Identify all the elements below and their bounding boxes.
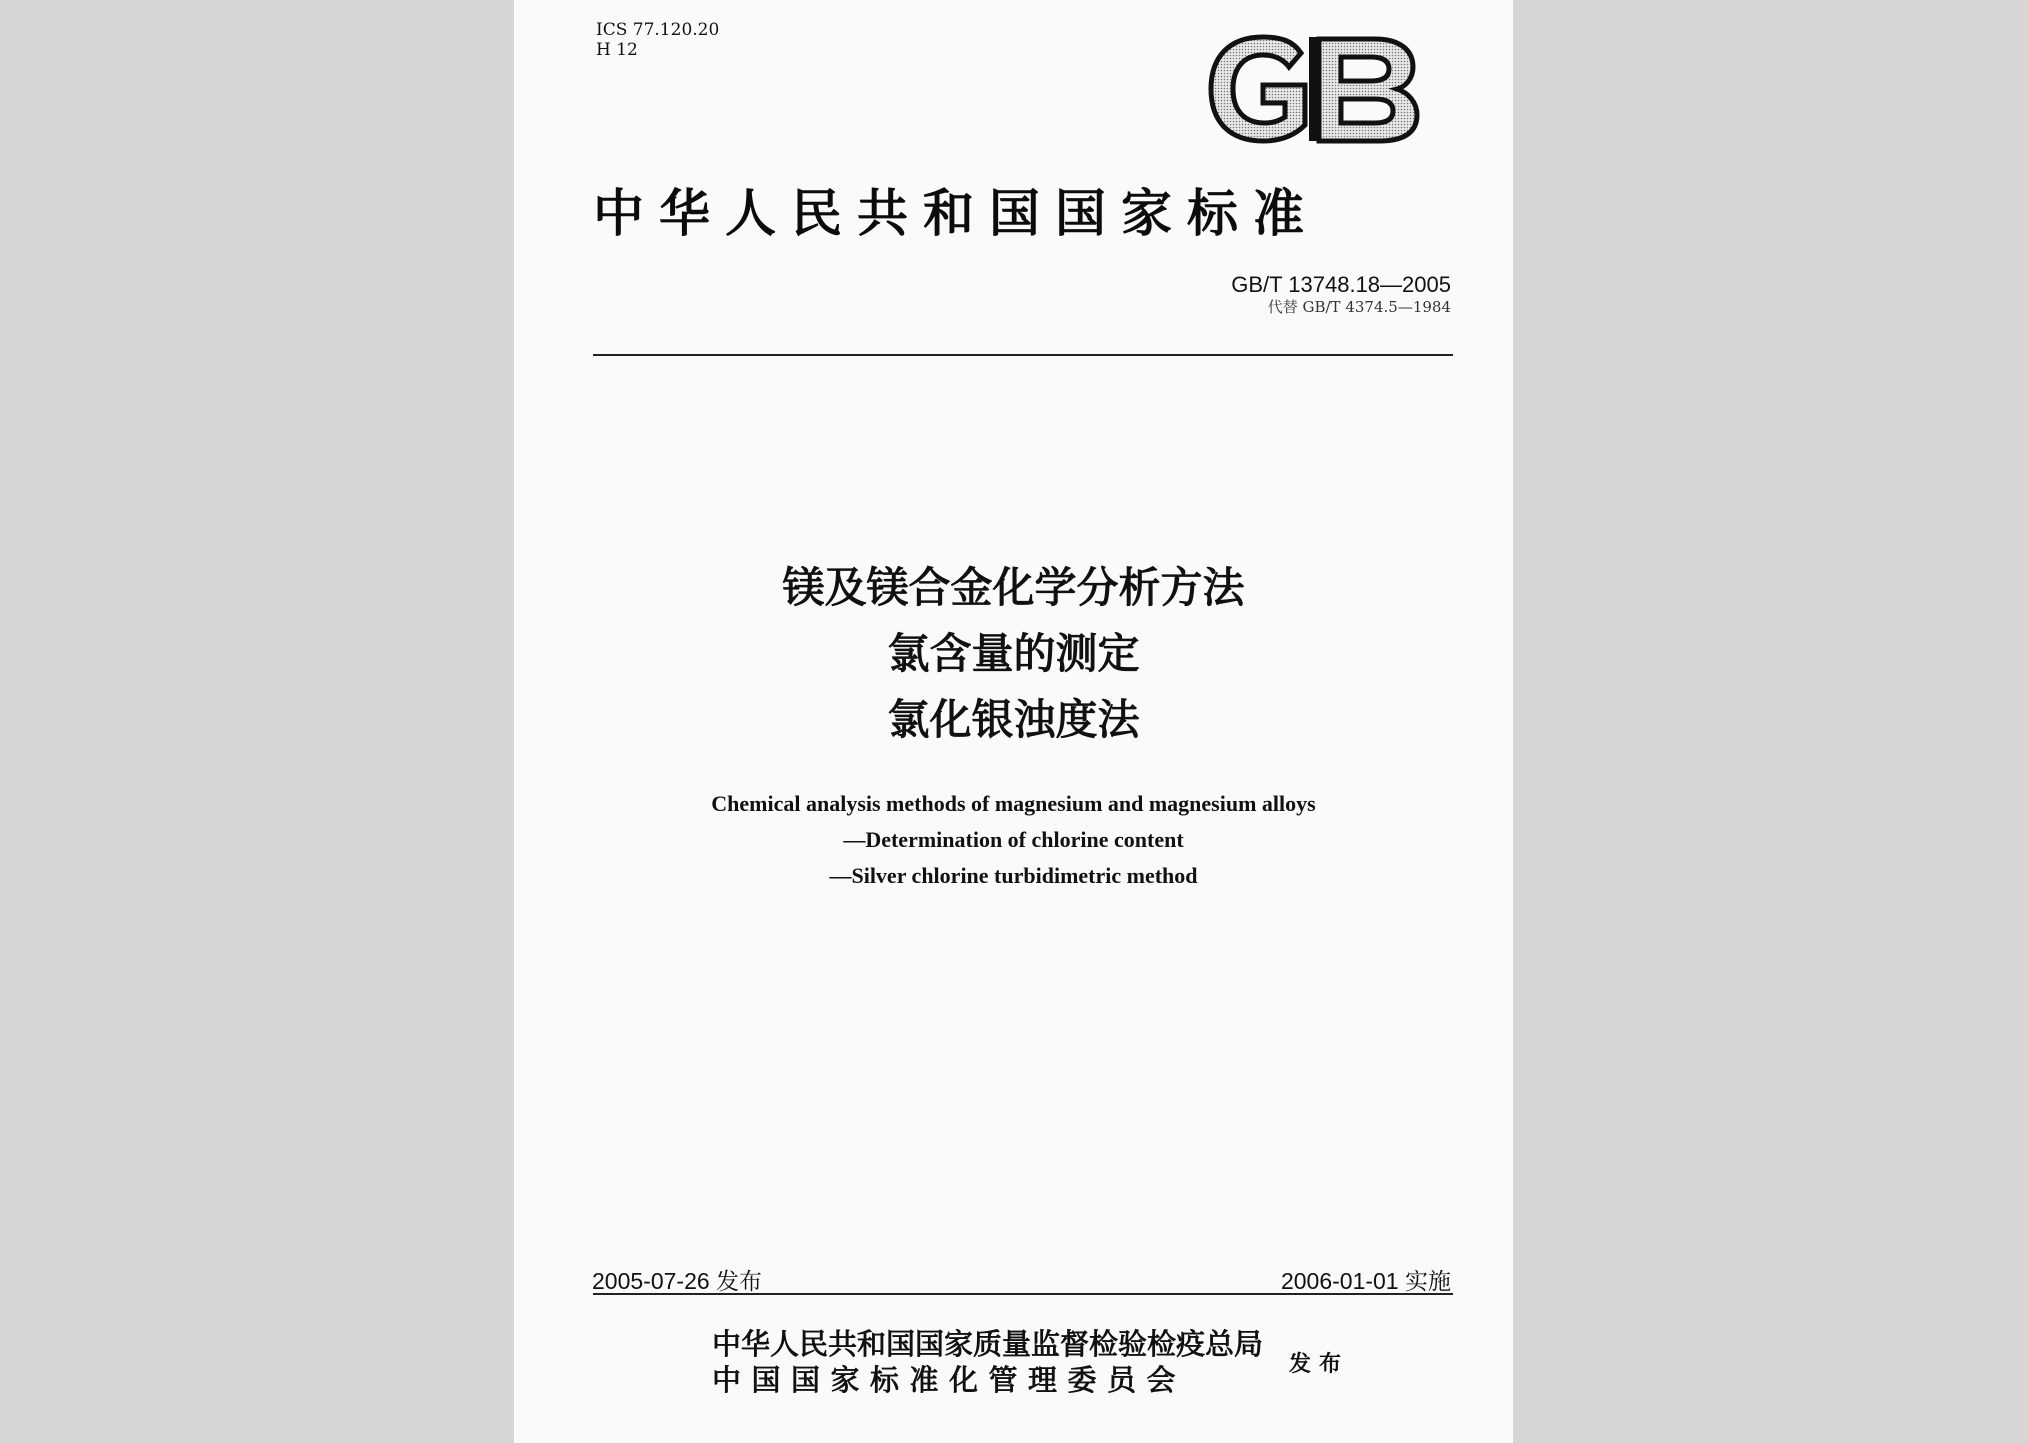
footer-rule (593, 1293, 1453, 1295)
standard-number-block (1231, 272, 1451, 316)
chinese-title-line-2: 氯含量的测定 (887, 629, 1140, 678)
issuer-line-1: 中华人民共和国国家质量监督检验检疫总局 (712, 1327, 1264, 1361)
chinese-title-line-3: 氯化银浊度法 (887, 695, 1140, 744)
chinese-title (514, 555, 1513, 753)
english-title-line-1: Chemical analysis methods of magnesium and magnesium alloys (711, 791, 1316, 816)
replaces-standard: 代替 GB/T 4374.5—1984 (1267, 298, 1451, 316)
ics-code: ICS 77.120.20 (596, 20, 720, 40)
issue-label: 发布 (1289, 1352, 1350, 1377)
standard-number: GB/T 13748.18—2005 (1231, 272, 1451, 297)
implementation-date: 2006-01-01 实施 (1280, 1268, 1451, 1294)
issue-date: 2005-07-26 发布 (592, 1268, 763, 1294)
gb-logo (1205, 33, 1421, 145)
issuer-line-2: 中国国家标准化管理委员会 (712, 1363, 1187, 1397)
header-rule (593, 354, 1453, 356)
national-standard-title: 中华人民共和国国家标准 (593, 185, 1320, 244)
english-title-line-3: —Silver chlorine turbidimetric method (829, 863, 1198, 888)
document-page (514, 0, 1513, 1443)
english-title (514, 786, 1513, 894)
issuing-authorities (712, 1326, 1263, 1398)
english-title-line-2: —Determination of chlorine content (843, 827, 1184, 852)
chinese-title-line-1: 镁及镁合金化学分析方法 (782, 563, 1245, 612)
ccs-code: H 12 (596, 40, 638, 60)
classification-codes (596, 20, 719, 60)
